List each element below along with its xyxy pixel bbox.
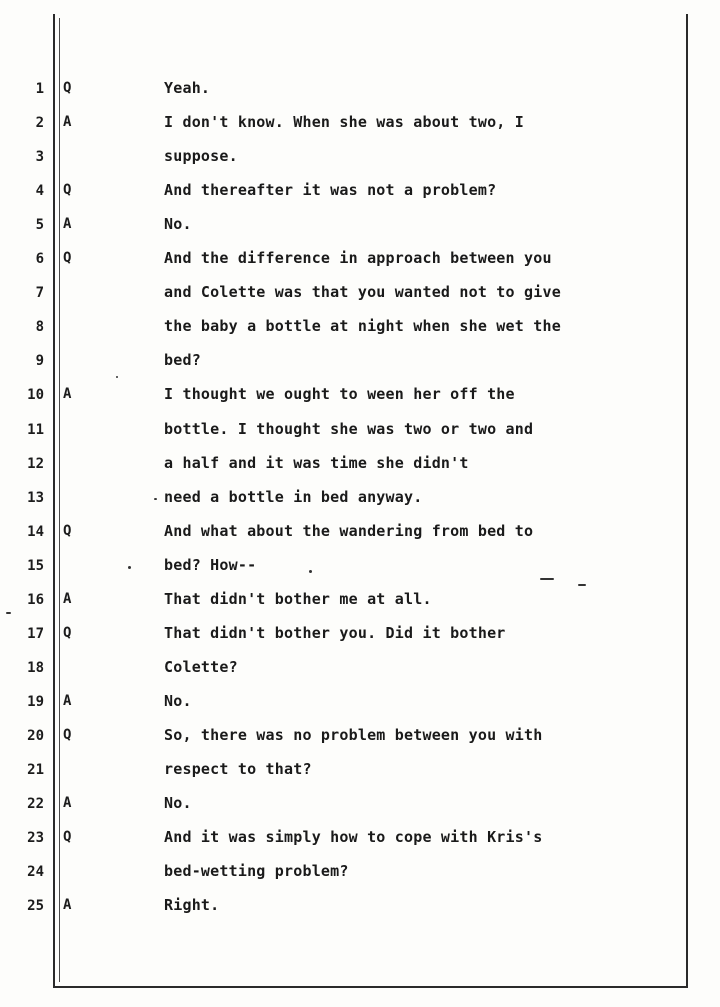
line-number: 7 [35,285,44,302]
line-number: 17 [27,625,44,642]
testimony-text: bed? [164,351,201,370]
line-number: 14 [27,523,44,540]
line-number: 20 [27,727,44,744]
testimony-text: And the difference in approach between you [164,249,552,268]
speaker-label: Q [63,726,72,743]
line-number: 19 [27,693,44,710]
testimony-text: That didn't bother you. Did it bother [164,623,506,642]
transcript-line [0,107,720,141]
line-number: 8 [35,319,44,336]
transcript-line [0,584,720,618]
testimony-text: No. [164,691,192,710]
transcript-line [0,209,720,243]
line-number: 21 [27,762,44,778]
testimony-text: suppose. [164,147,238,166]
testimony-text: respect to that? [164,760,312,778]
line-number: 24 [27,864,44,881]
transcript-line [0,141,720,175]
testimony-text: a half and it was time she didn't [164,453,469,472]
speaker-label: Q [63,182,72,199]
testimony-text: bottle. I thought she was two or two and [164,419,534,438]
line-number: 22 [27,796,44,813]
speaker-label: A [63,386,72,403]
transcript-line [0,652,720,686]
line-number: 9 [35,353,44,370]
testimony-text: No. [164,215,192,234]
line-number: 5 [35,217,44,234]
transcript-line [0,311,720,345]
transcript-line [0,414,720,448]
transcript-line [0,686,720,720]
speaker-label: Q [63,624,72,641]
testimony-text: Right. [164,896,220,915]
speaker-label: Q [63,829,72,846]
testimony-text: So, there was no problem between you with [164,725,543,744]
line-number: 23 [27,830,44,847]
testimony-text: I thought we ought to ween her off the [164,385,515,404]
testimony-text: That didn't bother me at all. [164,589,432,608]
transcript-line [0,754,720,788]
speaker-label: A [63,795,72,812]
transcript-line [0,243,720,277]
line-number: 11 [27,421,44,438]
testimony-text: bed? How-- [164,555,257,574]
transcript-line [0,73,720,107]
line-number: 25 [27,898,44,915]
speaker-label: Q [63,250,72,267]
line-number: 12 [27,455,44,472]
line-number: 2 [35,115,44,132]
line-number: 13 [27,489,44,506]
testimony-text: the baby a bottle at night when she wet the [164,317,561,336]
transcript-line [0,890,720,924]
testimony-text: I don't know. When she was about two, I [164,113,524,132]
speaker-label: Q [63,80,72,96]
testimony-text: And it was simply how to cope with Kris's [164,828,543,847]
speaker-label: Q [63,522,72,539]
testimony-text: Yeah. [164,79,211,97]
transcript-line [0,379,720,413]
bottom-rule [53,986,688,988]
speaker-label: A [63,114,72,131]
line-number: 10 [27,387,44,404]
testimony-text: And thereafter it was not a problem? [164,181,497,200]
transcript-line [0,345,720,379]
transcript-line [0,822,720,856]
testimony-text: Colette? [164,657,238,676]
transcript-line [0,618,720,652]
line-number: 15 [27,557,44,574]
testimony-text: No. [164,794,192,813]
transcript-line [0,856,720,890]
testimony-text: and Colette was that you wanted not to give [164,283,561,302]
speaker-label: A [63,216,72,233]
speaker-label: A [63,897,72,914]
transcript-line [0,516,720,550]
speaker-label: A [63,692,72,709]
testimony-text: need a bottle in bed anyway. [164,487,423,506]
transcript-line [0,277,720,311]
line-number: 1 [35,81,44,97]
line-number: 3 [35,149,44,166]
speaker-label: A [63,590,72,607]
line-number: 16 [27,591,44,608]
testimony-text: bed-wetting problem? [164,862,349,881]
page-footer [0,994,720,1007]
line-number: 4 [35,183,44,200]
transcript-line [0,448,720,482]
transcript-line [0,550,720,584]
transcript-line [0,720,720,754]
transcript-line [0,788,720,822]
testimony-text: And what about the wandering from bed to [164,521,534,540]
line-number: 6 [35,251,44,268]
transcript-line [0,175,720,209]
transcript-line [0,482,720,516]
line-number: 18 [27,659,44,676]
